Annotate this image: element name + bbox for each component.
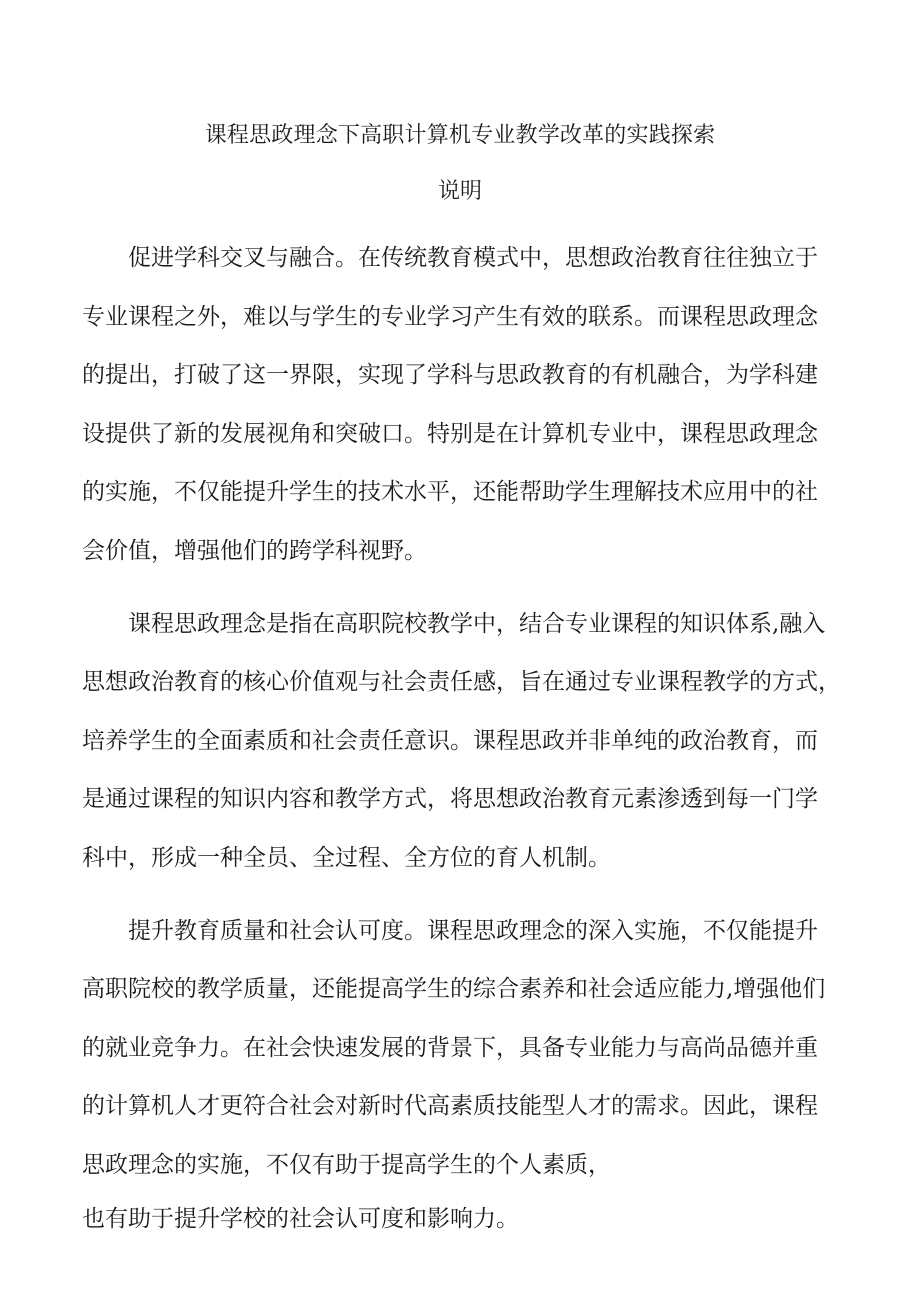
paragraph-3 bbox=[82, 902, 842, 1243]
paragraph-line: 的实施，不仅能提升学生的技术水平，还能帮助学生理解技术应用中的社 bbox=[82, 479, 818, 506]
paragraph-line: 设提供了新的发展视角和突破口。特别是在计算机专业中，课程思政理念 bbox=[82, 420, 818, 447]
paragraph-line: 思想政治教育的核心价值观与社会责任感，旨在通过专业课程教学的方式， bbox=[82, 669, 841, 696]
paragraph-2 bbox=[82, 595, 842, 888]
paragraph-line: 高职院校的教学质量，还能提高学生的综合素养和社会适应能力,增强他们 bbox=[82, 976, 826, 1003]
paragraph-line: 会价值，增强他们的跨学科视野。 bbox=[82, 537, 427, 564]
paragraph-line: 的计算机人才更符合社会对新时代高素质技能型人才的需求。因此，课程 bbox=[82, 1093, 818, 1120]
paragraph-line: 的就业竞争力。在社会快速发展的背景下，具备专业能力与高尚品德并重 bbox=[82, 1034, 818, 1061]
document-body bbox=[82, 229, 842, 1243]
document-title: 课程思政理念下高职计算机专业教学改革的实践探索 bbox=[204, 123, 716, 148]
paragraph-line: 课程思政理念是指在高职院校教学中，结合专业课程的知识体系,融入 bbox=[128, 610, 826, 637]
paragraph-line: 培养学生的全面素质和社会责任意识。课程思政并非单纯的政治教育，而 bbox=[82, 727, 818, 754]
paragraph-line: 科中，形成一种全员、全过程、全方位的育人机制。 bbox=[82, 844, 611, 871]
paragraph-line: 的提出，打破了这一界限，实现了学科与思政教育的有机融合，为学科建 bbox=[82, 362, 818, 389]
paragraph-1 bbox=[82, 229, 842, 581]
section-heading: 说明 bbox=[437, 179, 482, 204]
paragraph-line: 也有助于提升学校的社会认可度和影响力。 bbox=[82, 1205, 519, 1232]
paragraph-line: 是通过课程的知识内容和教学方式，将思想政治教育元素渗透到每一门学 bbox=[82, 786, 818, 813]
paragraph-line: 促进学科交叉与融合。在传统教育模式中，思想政治教育往往独立于 bbox=[128, 245, 818, 271]
paragraph-line: 提升教育质量和社会认可度。课程思政理念的深入实施，不仅能提升 bbox=[128, 917, 818, 944]
paragraph-line: 专业课程之外，难以与学生的专业学习产生有效的联系。而课程思政理念 bbox=[82, 303, 818, 330]
paragraph-line: 思政理念的实施，不仅有助于提高学生的个人素质， bbox=[82, 1151, 611, 1178]
